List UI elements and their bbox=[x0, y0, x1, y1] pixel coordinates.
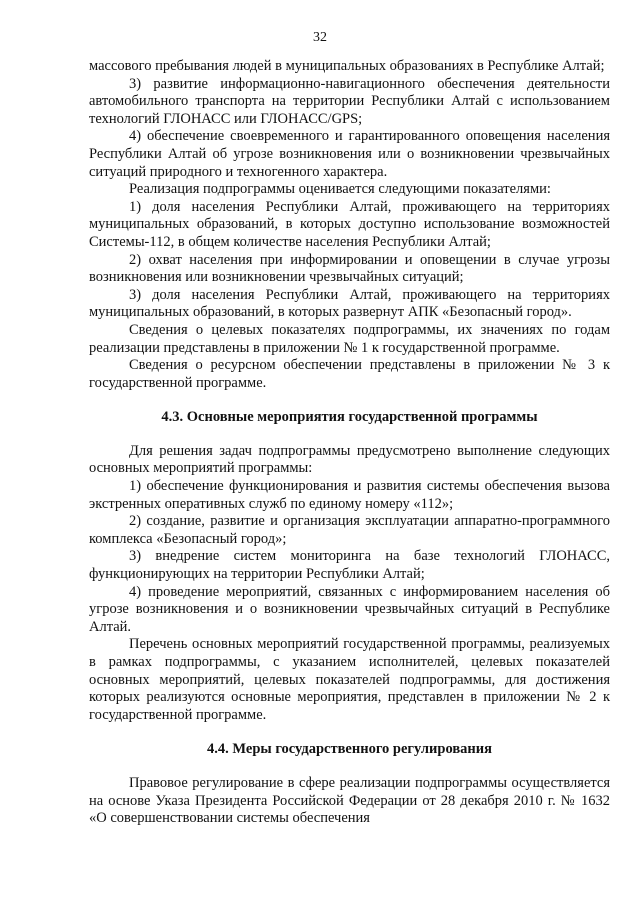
paragraph-legal-regulation: Правовое регулирование в сфере реализации подпрограммы осуществляется на основе Указа Президента Российской Федерации от 28 декабря 2010 г. № 1632 «О совершенствовании системы обеспечения bbox=[89, 774, 610, 827]
section-gap bbox=[89, 759, 610, 775]
paragraph-indicator-1: 1) доля населения Республики Алтай, проживающего на территориях муниципальных образований, в которых доступно использование возможностей Системы-112, в общем количестве населения Республики Алтай; bbox=[89, 198, 610, 250]
paragraph-indicator-3: 3) доля населения Республики Алтай, проживающего на территориях муниципальных образований, в которых развернут АПК «Безопасный город». bbox=[89, 286, 610, 321]
paragraph-measures-list-info: Перечень основных мероприятий государственной программы, реализуемых в рамках подпрограммы, с указанием исполнителей, целевых показателей основных мероприятий, целевых показателей подпрограммы, для достижения которых реализуются основные мероприятия, представлен в приложении № 2 к государственной программе. bbox=[89, 636, 610, 723]
paragraph-item-4: 4) обеспечение своевременного и гарантированного оповещения населения Республики Алтай об угрозе возникновения или о возникновении чрезвычайных ситуаций природного и техногенного характера. bbox=[89, 128, 610, 180]
section-heading-4-4: 4.4. Меры государственного регулирования bbox=[207, 741, 492, 758]
paragraph-measure-1: 1) обеспечение функционирования и развития системы обеспечения вызова экстренных оперативных служб по единому номеру «112»; bbox=[89, 478, 610, 512]
section-gap bbox=[89, 724, 610, 741]
paragraph-measure-2: 2) создание, развитие и организация эксплуатации аппаратно-программного комплекса «Безопасный город»; bbox=[89, 513, 610, 547]
paragraph-measures-intro: Для решения задач подпрограммы предусмотрено выполнение следующих основных мероприятий программы: bbox=[89, 442, 610, 477]
page-number: 32 bbox=[313, 30, 327, 45]
paragraph-continuation: массового пребывания людей в муниципальных образованиях в Республике Алтай; bbox=[89, 58, 605, 74]
section-gap bbox=[89, 392, 610, 409]
paragraph-measure-4: 4) проведение мероприятий, связанных с информированием населения об угрозе возникновения и о возникновении чрезвычайных ситуаций в Республике Алтай. bbox=[89, 583, 610, 635]
paragraph-indicators-intro: Реализация подпрограммы оценивается следующими показателями: bbox=[129, 181, 551, 198]
paragraph-measure-3: 3) внедрение систем мониторинга на базе технологий ГЛОНАСС, функционирующих на территории Республики Алтай; bbox=[89, 548, 610, 583]
paragraph-target-indicators-info: Сведения о целевых показателях подпрограммы, их значениях по годам реализации представлены в приложении № 1 к государственной программе. bbox=[89, 321, 610, 356]
paragraph-item-3: 3) развитие информационно-навигационного обеспечения деятельности автомобильного транспорта на территории Республики Алтай с использованием технологий ГЛОНАСС или ГЛОНАСС/GPS; bbox=[89, 75, 610, 127]
section-heading-4-3: 4.3. Основные мероприятия государственной программы bbox=[161, 409, 538, 426]
page-body bbox=[89, 58, 610, 828]
section-gap bbox=[89, 427, 610, 443]
paragraph-resource-info: Сведения о ресурсном обеспечении представлены в приложении № 3 к государственной программе. bbox=[89, 357, 610, 391]
paragraph-indicator-2: 2) охват населения при информировании и оповещении в случае угрозы возникновения или возникновении чрезвычайных ситуаций; bbox=[89, 251, 610, 286]
